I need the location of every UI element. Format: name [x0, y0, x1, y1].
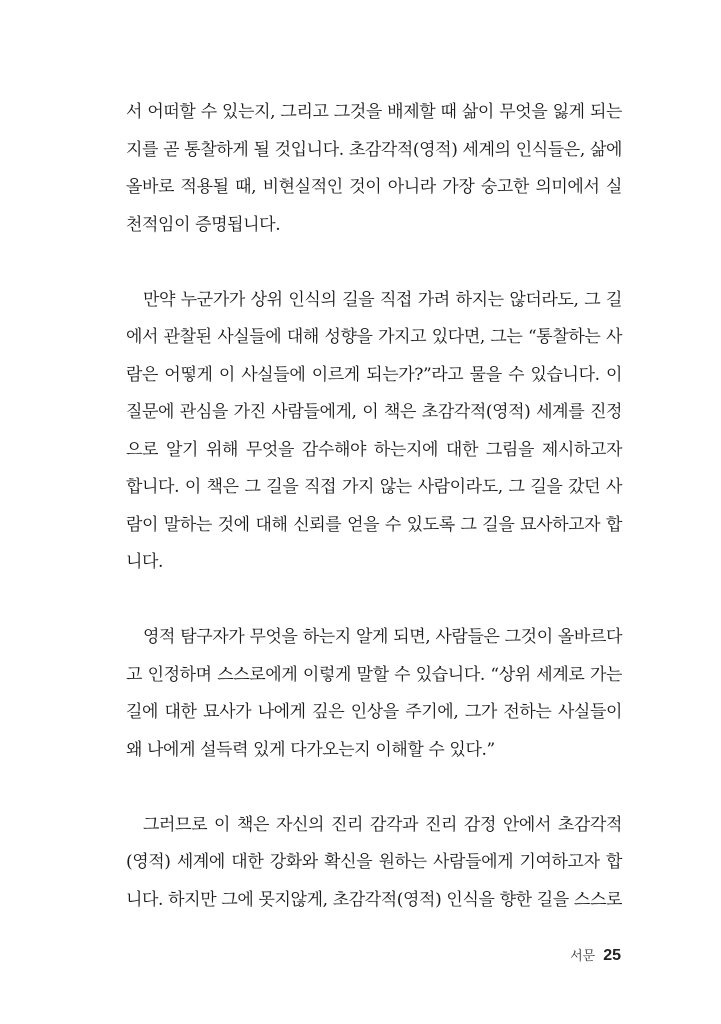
text-line: 천적임이 증명됩니다.: [126, 214, 281, 235]
text-line: 서 어떠할 수 있는지, 그리고 그것을 배제할 때 삶이 무엇을 잃게 되는: [126, 102, 622, 122]
text-line: 람이 말하는 것에 대해 신뢰를 얻을 수 있도록 그 길을 묘사하고자 합: [126, 514, 622, 535]
text-line: 올바로 적용될 때, 비현실적인 것이 아니라 가장 숭고한 의미에서 실: [126, 177, 622, 197]
text-line: (영적) 세계에 대한 강화와 확신을 원하는 사람들에게 기여하고자 합: [126, 852, 622, 872]
text-line: 으로 알기 위해 무엇을 감수해야 하는지에 대한 그림을 제시하고자: [126, 439, 622, 460]
text-line: 지를 곧 통찰하게 될 것입니다. 초감각적(영적) 세계의 인식들은, 삶에: [126, 139, 622, 160]
text-line: 질문에 관심을 가진 사람들에게, 이 책은 초감각적(영적) 세계를 진정: [126, 402, 622, 422]
paragraph-3: [126, 619, 622, 769]
paragraph-4: [126, 807, 622, 920]
text-line: 만약 누군가가 상위 인식의 길을 직접 가려 하지는 않더라도, 그 길: [143, 289, 622, 310]
text-line: 고 인정하며 스스로에게 이렇게 말할 수 있습니다. “상위 세계로 가는: [126, 664, 622, 685]
text-line: 니다.: [126, 552, 164, 572]
page-number: 25: [603, 947, 621, 964]
page-folio: [570, 945, 621, 965]
paragraph-spacer: [126, 244, 622, 282]
text-line: 합니다. 이 책은 그 길을 직접 가지 않는 사람이라도, 그 길을 갔던 사: [126, 477, 622, 497]
text-line: 니다. 하지만 그에 못지않게, 초감각적(영적) 인식을 향한 길을 스스로: [126, 889, 622, 910]
paragraph-spacer: [126, 582, 622, 620]
page-body: [126, 94, 622, 919]
paragraph-2: [126, 282, 622, 582]
text-line: 왜 나에게 설득력 있게 다가오는지 이해할 수 있다.”: [126, 739, 495, 760]
text-line: 에서 관찰된 사실들에 대해 성향을 가지고 있다면, 그는 “통찰하는 사: [126, 327, 622, 347]
paragraph-spacer: [126, 769, 622, 807]
section-title: 서문: [570, 949, 596, 964]
text-line: 그러므로 이 책은 자신의 진리 감각과 진리 감정 안에서 초감각적: [143, 814, 622, 835]
text-line: 길에 대한 묘사가 나에게 깊은 인상을 주기에, 그가 전하는 사실들이: [126, 702, 622, 722]
paragraph-1: [126, 94, 622, 244]
text-line: 영적 탐구자가 무엇을 하는지 알게 되면, 사람들은 그것이 올바르다: [143, 627, 622, 647]
text-line: 람은 어떻게 이 사실들에 이르게 되는가?”라고 물을 수 있습니다. 이: [126, 364, 622, 385]
